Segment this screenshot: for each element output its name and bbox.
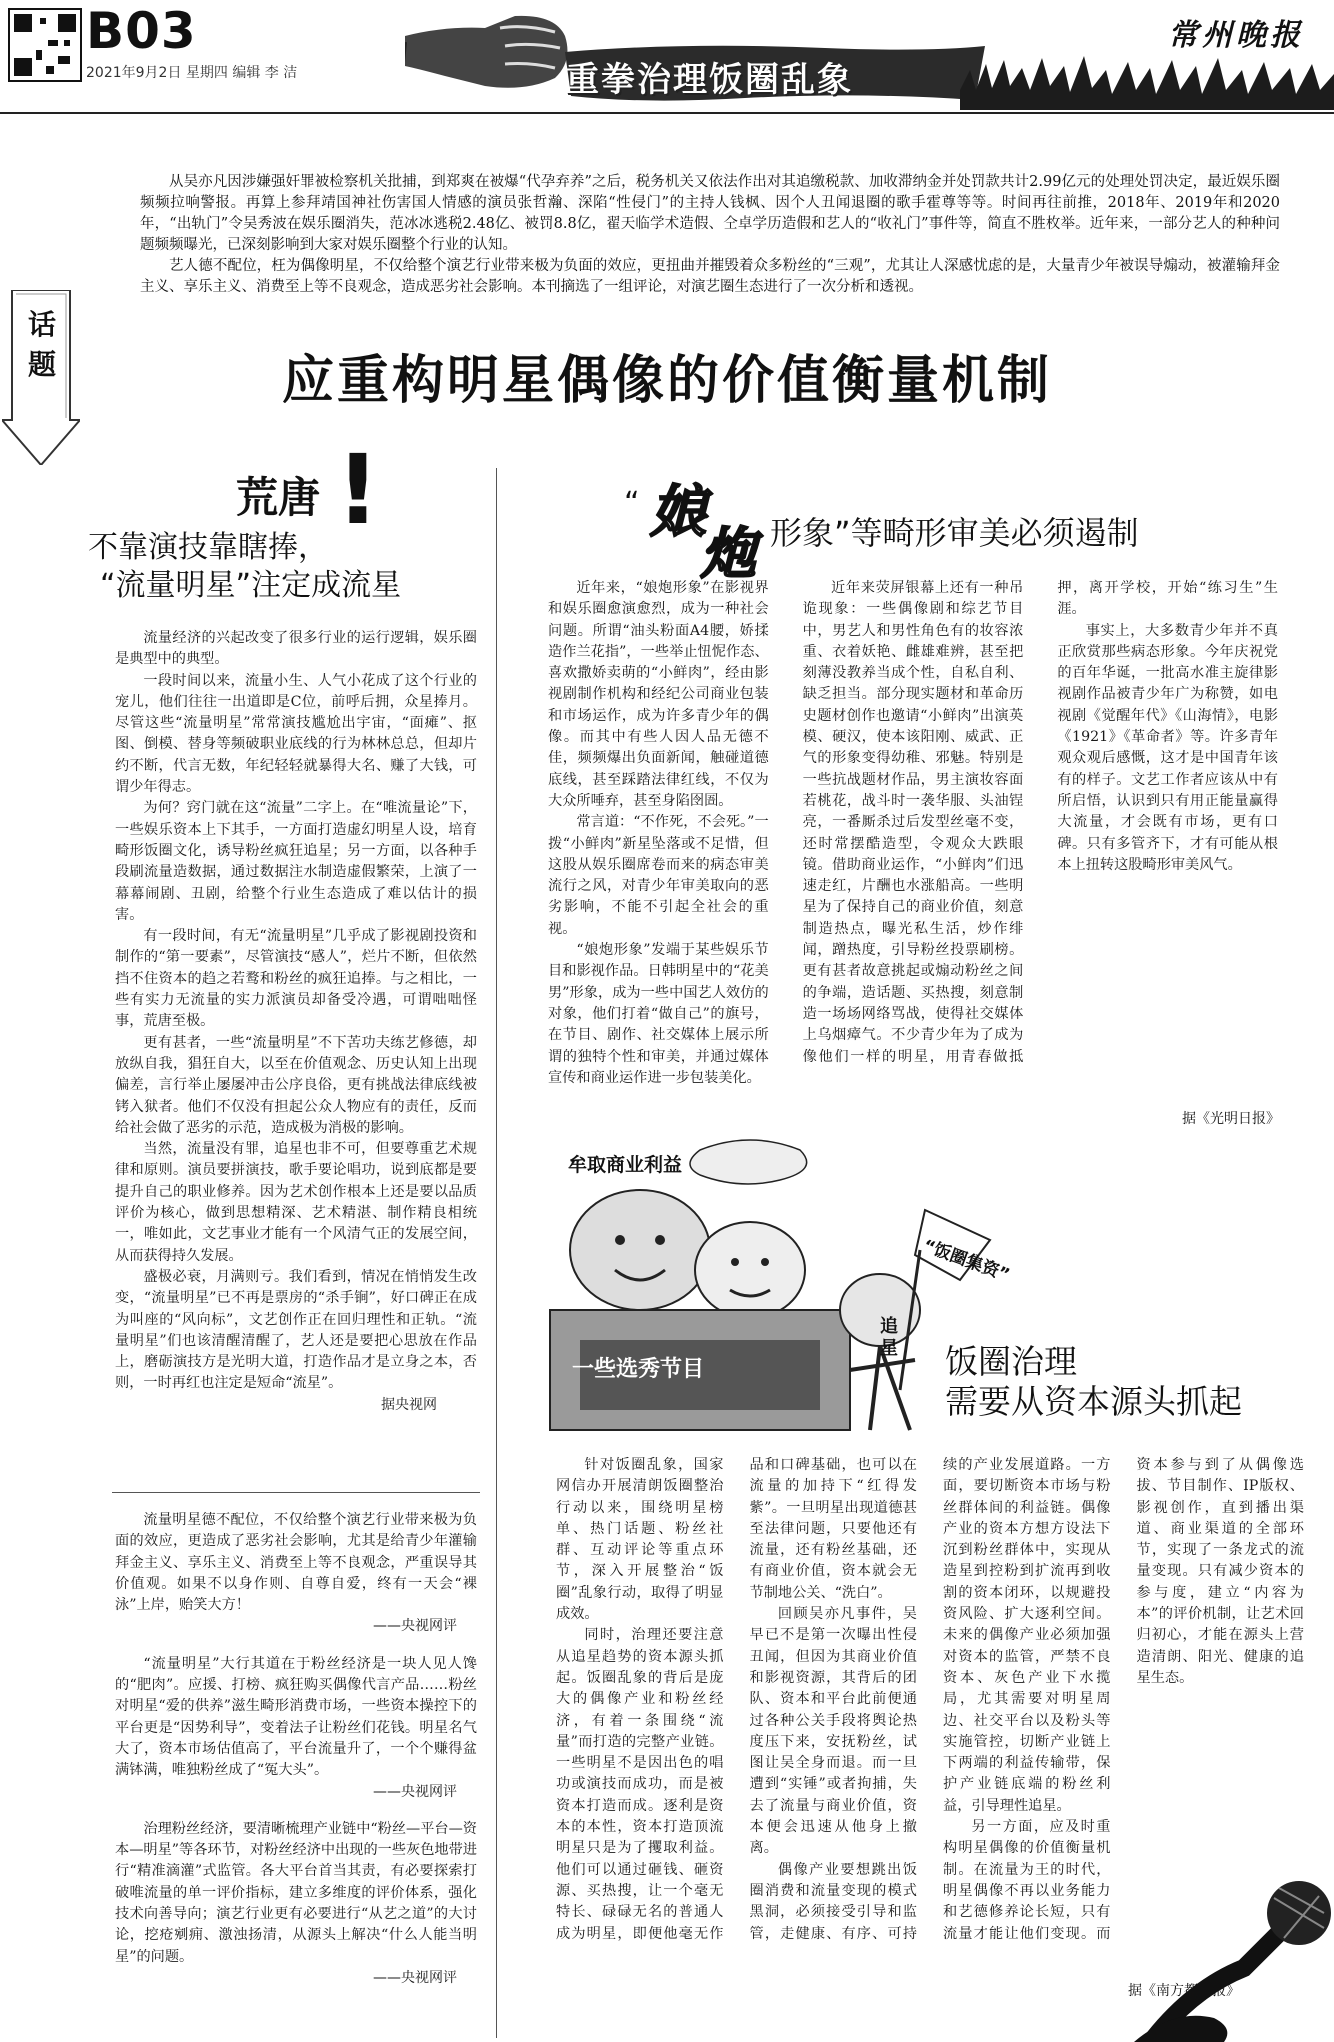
article3-source: 据《南方都市报》: [1128, 1983, 1240, 1999]
article2-paragraph: 事实上，大多数青少年并不真正欣赏那些病态形象。今年庆祝党的百年华诞，一批高水准主旋律影视剧作品被青少年广为称赞，如电视剧《觉醒年代》《山海情》，电影《1921》《革命者》等。许多青年观众观后感慨，这才是中国青年该有的样子。文艺工作者应该从中有所启悟，认识到只有用正能量赢得大流量，才会既有市场，更有口碑。只有多管齐下，才有可能从根本上扭转这股畸形审美风气。: [1057, 622, 1278, 873]
cartoon-label: 牟取商业利益: [568, 1154, 683, 1176]
article2-paragraph: 常言道：“不作死，不会死。”一拨“小鲜肉”新星坠落或不足惜，但这股从娱乐圈席卷而来的病态审美流行之风，对青少年审美取向的恶劣影响，不能不引起全社会的重视。: [548, 814, 769, 937]
crowd-silhouette-icon: [960, 50, 1334, 110]
article1-title-line2: “流量明星”注定成流星: [100, 568, 402, 603]
short-comment: “流量明星”大行其道在于粉丝经济是一块人见人馋的“肥肉”。应援、打榜、疯狂购买偶像代言产品……粉丝对明星“爱的供养”滋生畸形消费市场，一些资本操控下的平台更是“因势利导”，变着法子让粉丝们花钱。明星名气大了，资本市场估值高了，平台流量升了，一个个赚得盆满钵满，唯独粉丝成了“冤大头”。: [115, 1655, 477, 1779]
article1-paragraph: 流量经济的兴起改变了很多行业的运行逻辑，娱乐圈是典型中的典型。: [115, 630, 477, 668]
article1-paragraph: 当然，流量没有罪，追星也非不可，但要尊重艺术规律和原则。演员要拼演技，歌手要论唱功，说到底都是要提升自己的职业修养。因为艺术创作根本上还是要以品质评价为核心，做到思想精深、艺术精湛、制作精良相统一，唯如此，文艺事业才能有一个风清气正的发展空间，从而获得持久发展。: [115, 1141, 477, 1264]
intro-paragraph: 从吴亦凡因涉嫌强奸罪被检察机关批捕，到郑爽在被爆“代孕弃养”之后，税务机关又依法作出对其追缴税款、加收滞纳金并处罚款共计2.99亿元的处理处罚决定，最近娱乐圈频频拉响警报。再算上参拜靖国神社伤害国人情感的演员张哲瀚、深陷“性侵门”的主持人钱枫、因个人丑闻退圈的歌手霍尊等等。时间再往前推，2018年、2019年和2020年，“出轨门”令吴秀波在娱乐圈消失，范冰冰逃税2.48亿、被罚8.8亿，翟天临学术造假、仝卓学历造假和艺人的“收礼门”事件等，简直不胜枚举。近年来，一部分艺人的种种问题频频曝光，已深刻影响到大家对娱乐圈整个行业的认知。: [140, 174, 1280, 253]
short-comment-source: ——央视网评: [373, 1618, 457, 1635]
cartoon-label: “饭圈集资”: [920, 1236, 1013, 1286]
article3-paragraph: 回顾吴亦凡事件，吴早已不是第一次曝出性侵丑闻，但因为其商业价值和影视资源，其背后的团队、资本和平台此前便通过各种公关手段将舆论热度压下来，安抚粉丝，试图让吴全身而退。而一旦遭到“实锤”或者拘捕，失去了流量与商业价值，资本便会迅速从他身上撤离。: [749, 1606, 917, 1857]
section-title: 重拳治理饭圈乱象: [565, 60, 853, 100]
masthead-rule: [0, 112, 1334, 114]
divider: [112, 1492, 480, 1493]
article2-paragraph: “娘炮形象”发端于某些娱乐节目和影视作品。日韩明星中的“花美男”形象，成为一些中国艺人效仿的对象，他们打着“做自己”的旗号，在节目、剧作、社交媒体上展示所谓的独特个性和审美，并通过媒体宣传和商业运作进一步包装美化。: [548, 942, 769, 1086]
article3-paragraph: 另一方面，应及时重构明星偶像的价值衡量机制。在流量为王的时代，明星偶像不再以业务能力和艺德修养论长短，只有流量才能让他们变现。而资本参与到了从偶像选拔、节目制作、IP版权、影视创作，直到播出渠道、商业渠道的全部环节，实现了一条龙式的流量变现。只有减少资本的参与度，建立“内容为本”的评价机制，让艺术回归初心，才能在源头上营造清朗、阳光、健康的追星生态。: [943, 1457, 1304, 1942]
page-number: B03: [86, 2, 197, 60]
article2-body: [548, 578, 1278, 1098]
article2-title-char: 炮: [700, 521, 756, 587]
article2-title-rest: 形象”等畸形审美必须遏制: [770, 514, 1139, 552]
article2-title-char: 娘: [650, 479, 706, 545]
article1-source: 据央视网: [381, 1396, 437, 1413]
article1-body: [115, 628, 477, 1416]
qr-code-icon: [8, 8, 82, 82]
article1-paragraph: 为何？窍门就在这“流量”二字上。在“唯流量论”下，一些娱乐资本上下其手，一方面打造虚幻明星人设，培育畸形饭圈文化，诱导粉丝疯狂追星；另一方面，以各种手段刷流量造数据，通过数据注水制造虚假繁荣，上演了一幕幕闹剧、丑剧，给整个行业生态造成了难以估计的损害。: [115, 800, 477, 923]
fist-icon: [405, 6, 575, 96]
article2-source: 据《光明日报》: [1182, 1111, 1280, 1127]
short-comment: 治理粉丝经济，要清晰梳理产业链中“粉丝—平台—资本—明星”等各环节，对粉丝经济中出现的一些灰色地带进行“精准滴灌”式监管。各大平台首当其责，有必要探索打破唯流量的单一评价指标，建立多维度的评价体系，强化技术向善导向；演艺行业更有必要进行“从艺之道”的大讨论，挖疮剜痈、激浊扬清，从源头上解决“什么人能当明星”的问题。: [115, 1820, 477, 1965]
intro-block: [140, 172, 1280, 298]
short-comment-block: [115, 1510, 477, 1989]
article2-paragraph: 近年来，“娘炮形象”在影视界和娱乐圈愈演愈烈，成为一种社会问题。所谓“油头粉面A4腰，娇揉造作兰花指”，一些举止忸怩作态、喜欢撒娇卖萌的“小鲜肉”，经由影视剧制作机构和经纪公司商业包装和市场运作，成为许多青少年的偶像。而其中有些人因人品无德不佳，频频爆出负面新闻，触碰道德底线，甚至踩踏法律红线，不仅为大众所唾弃，甚至身陷囹圄。: [548, 580, 769, 809]
article1-kicker: 荒唐: [236, 473, 321, 522]
article1-paragraph: 有一段时间，有无“流量明星”几乎成了影视剧投资和制作的“第一要素”，尽管演技“感人”，烂片不断，但依然挡不住资本的趋之若鹜和粉丝的疯狂追捧。与之相比，一些有实力无流量的实力派演员却备受冷遇，可谓咄咄怪事，荒唐至极。: [115, 928, 477, 1030]
exclamation-icon: !: [336, 434, 380, 546]
short-comment-source: ——央视网评: [373, 1783, 457, 1800]
article1-paragraph: 更有甚者，一些“流量明星”不下苦功夫练艺修德，却放纵自我，猖狂自大，以至在价值观念、历史认知上出现偏差，言行举止屡屡冲击公序良俗，更有挑战法律底线被铐入狱者。他们不仅没有担起公众人物应有的责任，反而给社会做了恶劣的示范，造成极为消极的影响。: [115, 1034, 477, 1136]
cartoon-label: 追星: [880, 1316, 898, 1359]
cartoon-label: 一些选秀节目: [572, 1357, 705, 1382]
quote-mark: “: [624, 486, 640, 521]
article3-title-line2: 需要从资本源头抓起: [945, 1382, 1242, 1421]
topic-tag: 话题: [27, 308, 56, 381]
article1-title-line1: 不靠演技靠瞎捧，: [88, 530, 328, 565]
article3-title-line1: 饭圈治理: [945, 1342, 1077, 1381]
page-headline: 应重构明星偶像的价值衡量机制: [281, 351, 1052, 411]
article1-paragraph: 盛极必衰，月满则亏。我们看到，情况在悄悄发生改变，“流量明星”已不再是票房的“杀手锏”，好口碑正在成为叫座的“风向标”，文艺创作正在回归理性和正轨。“流量明星”们也该清醒清醒了，艺人还是要把心思放在作品上，磨砺演技方是光明大道，打造作品才是立身之本，否则，一时再红也注定是短命“流星”。: [115, 1268, 477, 1392]
short-comment: 流量明星德不配位，不仅给整个演艺行业带来极为负面的效应，更造成了恶劣社会影响，尤其是给青少年灌输拜金主义、享乐主义、消费至上等不良观念，严重误导其价值观。如果不以身作则、自尊自爱，终有一天会“裸泳”上岸，贻笑大方！: [115, 1512, 477, 1614]
dateline: 2021年9月2日 星期四 编辑 李 洁: [86, 65, 298, 81]
article2-paragraph: 近年来荧屏银幕上还有一种吊诡现象：一些偶像剧和综艺节目中，男艺人和男性角色有的妆容浓重、衣着妖艳、雌雄难辨，甚至把刻薄没教养当成个性，自私自利、缺乏担当。部分现实题材和革命历史题材创作也邀请“小鲜肉”出演英模、硬汉，使本该阳刚、威武、正气的形象变得幼稚、邪魅。特别是一些抗战题材作品，男主演妆容面若桃花，战斗时一袭华服、头油锃亮，一番厮杀过后发型丝毫不变，还时常摆酷造型，令观众大跌眼镜。借助商业运作，“小鲜肉”们迅速走红，片酬也水涨船高。一些明星为了保持自己的商业价值，刻意制造热点，曝光私生活，炒作绯闻，蹭热度，引导粉丝投票刷榜。更有甚者故意挑起或煽动粉丝之间的争端，造话题、买热搜，刻意制造一场场网络骂战，使得社交媒体上乌烟瘴气。不少青少年为了成为像他们一样的明星，用青春做抵押，离开学校，开始“练习生”生涯。: [802, 580, 1278, 1065]
article3-paragraph: 同时，治理还要注意从追星趋势的资本源头抓起。饭圈乱象的背后是庞大的偶像产业和粉丝经济，有着一条围绕“流量”而打造的完整产业链。一些明星不是因出色的唱功或演技而成功，而是被资本打造而成。逐利是资本的本性，资本打造顶流明星只是为了攫取利益。他们可以通过砸钱、砸资源、买热搜，让一个毫无特长、碌碌无名的普通人成为明星，即便他毫无作品和口碑基础，也可以在流量的加持下“红得发紫”。一旦明星出现道德甚至法律问题，只要他还有流量，还有粉丝基础，还有商业价值，资本就会无节制地公关、“洗白”。: [556, 1457, 917, 1942]
article1-paragraph: 一段时间以来，流量小生、人气小花成了这个行业的宠儿，他们往往一出道即是C位，前呼后拥，众星捧月。尽管这些“流量明星”常常演技尴尬出宇宙，“面瘫”、抠图、倒模、替身等频破职业底线的行为林林总总，但却片约不断，代言无数，年纪轻轻就暴得大名、赚了大钱，可谓少年得志。: [115, 672, 477, 796]
article3-paragraph: 针对饭圈乱象，国家网信办开展清朗饭圈整治行动以来，围绕明星榜单、热门话题、粉丝社群、互动评论等重点环节，深入开展整治“饭圈”乱象行动，取得了明显成效。: [556, 1457, 724, 1623]
intro-paragraph: 艺人德不配位，枉为偶像明星，不仅给整个演艺行业带来极为负面的效应，更扭曲并摧毁着众多粉丝的“三观”，尤其让人深感忧虑的是，大量青少年被误导煽动，被灌输拜金主义、享乐主义、消费至上等不良观念，造成恶劣社会影响。本刊摘选了一组评论，对演艺圈生态进行了一次分析和透视。: [140, 258, 1280, 295]
short-comment-source: ——央视网评: [373, 1969, 457, 1986]
column-rule: [496, 468, 497, 2038]
newspaper-name: 常州晚报: [1168, 18, 1304, 53]
article3-paragraph: 偶像产业要想跳出饭圈消费和流量变现的模式黑洞，必须接受引导和监管，走健康、有序、可持续的产业发展道路。一方面，要切断资本市场与粉丝群体间的利益链。偶像产业的资本方想方设法下沉到粉丝群体中，实现从造星到控粉到扩流再到收割的资本闭环，以规避投资风险、扩大逐利空间。未来的偶像产业必须加强对资本的监管，严禁不良资本、灰色产业下水揽局，尤其需要对明星周边、社交平台以及粉头等实施管控，切断产业链上下两端的利益传输带，保护产业链底端的粉丝利益，引导理性追星。: [749, 1457, 1111, 1942]
microphone-icon: [1134, 1868, 1334, 2042]
